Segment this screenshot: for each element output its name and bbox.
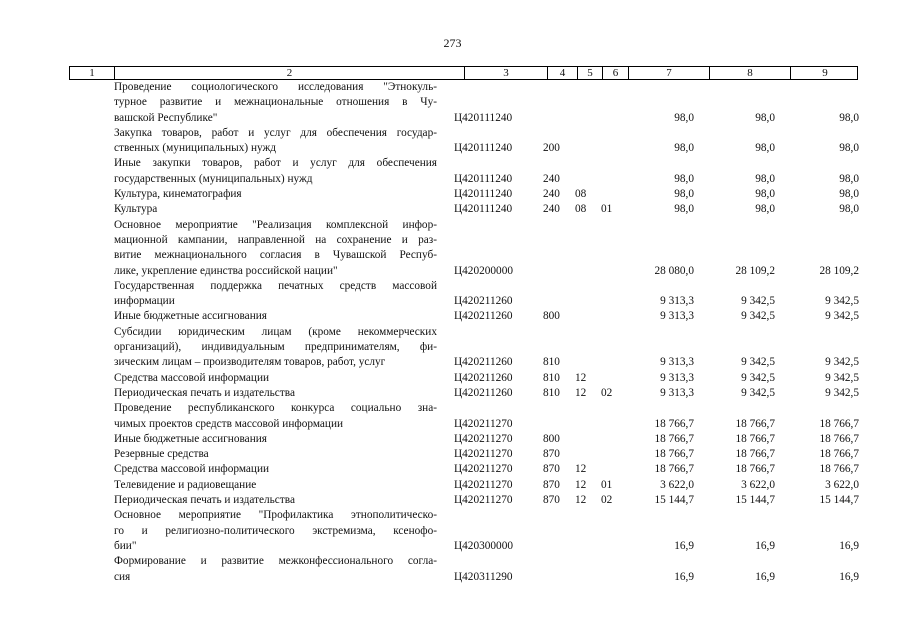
section: 08 [575, 203, 587, 216]
value-col-9: 98,0 [839, 203, 859, 216]
table-row [0, 279, 905, 310]
value-col-8: 18 766,7 [735, 432, 775, 445]
section: 12 [575, 463, 587, 476]
value-col-9: 18 766,7 [819, 432, 859, 445]
value-col-8: 18 766,7 [735, 463, 775, 476]
value-col-7: 15 144,7 [654, 494, 694, 507]
description-line: витие межнационального согласия в Чувашской Респуб- [114, 249, 437, 262]
value-col-9: 9 342,5 [825, 310, 859, 323]
description-line: Резервные средства [114, 448, 209, 461]
expense-type: 810 [543, 356, 560, 369]
table-row [0, 218, 905, 279]
description-line: ственных (муниципальных) нужд [114, 142, 277, 155]
header-col-1: 1 [89, 67, 95, 79]
value-col-8: 98,0 [755, 142, 775, 155]
table-row [0, 309, 905, 324]
value-col-7: 98,0 [674, 172, 694, 185]
value-col-9: 3 622,0 [825, 478, 859, 491]
value-col-9: 18 766,7 [819, 417, 859, 430]
target-code: Ц420211260 [454, 295, 513, 308]
target-code: Ц420211270 [454, 494, 513, 507]
description-line: Проведение социологического исследования "Этнокуль- [114, 81, 437, 93]
value-col-9: 18 766,7 [819, 463, 859, 476]
subsection: 01 [601, 478, 613, 491]
section: 12 [575, 478, 587, 491]
table-row [0, 187, 905, 202]
description-line: мационной кампании, направленной на сохранение и раз- [114, 233, 437, 246]
table-row [0, 554, 905, 585]
expense-type: 870 [543, 463, 560, 476]
description-line: Основное мероприятие "Профилактика этнополитическо- [114, 509, 437, 522]
value-col-7: 9 313,3 [660, 295, 694, 308]
table-row [0, 126, 905, 157]
value-col-8: 98,0 [755, 172, 775, 185]
target-code: Ц420211270 [454, 448, 513, 461]
value-col-9: 9 342,5 [825, 356, 859, 369]
description-line: го и религиозно-политического экстремизма, ксенофо- [114, 524, 437, 537]
header-col-2: 2 [114, 67, 464, 79]
subsection: 02 [601, 494, 613, 507]
description-line: Средства массовой информации [114, 371, 270, 384]
description-line: Телевидение и радиовещание [114, 478, 257, 491]
value-col-7: 18 766,7 [654, 417, 694, 430]
description-line: зическим лицам – производителям товаров, работ, услуг [114, 356, 386, 369]
value-col-9: 98,0 [839, 188, 859, 201]
description-line: турное развитие и межнациональные отношения в Чу- [114, 96, 437, 109]
target-code: Ц420211260 [454, 386, 513, 399]
value-col-9: 98,0 [839, 142, 859, 155]
target-code: Ц420300000 [454, 539, 513, 552]
target-code: Ц420311290 [454, 570, 513, 583]
value-col-7: 9 313,3 [660, 356, 694, 369]
value-col-8: 3 622,0 [741, 478, 775, 491]
value-col-8: 16,9 [755, 570, 775, 583]
value-col-9: 18 766,7 [819, 448, 859, 461]
value-col-7: 9 313,3 [660, 310, 694, 323]
target-code: Ц420211260 [454, 356, 513, 369]
description-line: Основное мероприятие "Реализация комплексной инфор- [114, 218, 437, 231]
target-code: Ц420111240 [454, 172, 513, 185]
description-line: Периодическая печать и издательства [114, 386, 295, 399]
value-col-9: 98,0 [839, 111, 859, 124]
description-line: Иные бюджетные ассигнования [114, 432, 267, 445]
table-row [0, 478, 905, 493]
value-col-7: 18 766,7 [654, 448, 694, 461]
expense-type: 870 [543, 448, 560, 461]
value-col-8: 9 342,5 [741, 356, 775, 369]
value-col-7: 18 766,7 [654, 432, 694, 445]
description-line: Культура [114, 203, 158, 216]
value-col-8: 15 144,7 [735, 494, 775, 507]
section: 12 [575, 386, 587, 399]
value-col-7: 98,0 [674, 111, 694, 124]
description-line: вашской Республике" [114, 111, 218, 124]
description-line: Закупка товаров, работ и услуг для обеспечения государ- [114, 126, 437, 139]
table-row [0, 202, 905, 217]
target-code: Ц420111240 [454, 111, 513, 124]
section: 12 [575, 371, 587, 384]
description-line: организаций), индивидуальным предпринимателям, фи- [114, 341, 437, 354]
target-code: Ц420211270 [454, 478, 513, 491]
target-code: Ц420111240 [454, 203, 513, 216]
description-line: сия [114, 570, 131, 583]
value-col-7: 16,9 [674, 570, 694, 583]
value-col-8: 18 766,7 [735, 448, 775, 461]
header-col-4: 4 [547, 67, 577, 79]
table-body [0, 80, 905, 585]
value-col-9: 15 144,7 [819, 494, 859, 507]
subsection: 01 [601, 203, 613, 216]
section: 08 [575, 188, 587, 201]
table-row [0, 508, 905, 554]
value-col-8: 9 342,5 [741, 295, 775, 308]
section: 12 [575, 494, 587, 507]
header-col-8: 8 [709, 67, 790, 79]
value-col-9: 16,9 [839, 539, 859, 552]
target-code: Ц420211260 [454, 371, 513, 384]
description-line: Государственная поддержка печатных средств массовой [114, 279, 437, 292]
value-col-8: 9 342,5 [741, 371, 775, 384]
value-col-8: 98,0 [755, 203, 775, 216]
table-header [69, 66, 858, 80]
value-col-8: 9 342,5 [741, 386, 775, 399]
target-code: Ц420211270 [454, 432, 513, 445]
value-col-8: 18 766,7 [735, 417, 775, 430]
expense-type: 800 [543, 310, 560, 323]
value-col-8: 16,9 [755, 539, 775, 552]
expense-type: 200 [543, 142, 560, 155]
value-col-8: 9 342,5 [741, 310, 775, 323]
table-row [0, 432, 905, 447]
value-col-9: 9 342,5 [825, 295, 859, 308]
value-col-7: 16,9 [674, 539, 694, 552]
description-line: лике, укрепление единства российской нации" [114, 264, 338, 277]
target-code: Ц420111240 [454, 188, 513, 201]
value-col-8: 98,0 [755, 111, 775, 124]
value-col-7: 28 080,0 [654, 264, 694, 277]
description-line: Культура, кинематография [114, 188, 242, 201]
value-col-7: 18 766,7 [654, 463, 694, 476]
value-col-8: 98,0 [755, 188, 775, 201]
expense-type: 240 [543, 172, 560, 185]
expense-type: 810 [543, 371, 560, 384]
page-number: 273 [443, 36, 462, 50]
table-row [0, 80, 905, 126]
expense-type: 240 [543, 203, 560, 216]
expense-type: 870 [543, 478, 560, 491]
target-code: Ц420111240 [454, 142, 513, 155]
description-line: Периодическая печать и издательства [114, 494, 295, 507]
table-row [0, 401, 905, 432]
description-line: государственных (муниципальных) нужд [114, 172, 313, 185]
subsection: 02 [601, 386, 613, 399]
value-col-7: 98,0 [674, 142, 694, 155]
table-row [0, 371, 905, 386]
target-code: Ц420200000 [454, 264, 513, 277]
header-col-9: 9 [790, 67, 859, 79]
value-col-7: 9 313,3 [660, 371, 694, 384]
description-line: Иные бюджетные ассигнования [114, 310, 267, 323]
description-line: информации [114, 295, 175, 308]
expense-type: 800 [543, 432, 560, 445]
value-col-9: 28 109,2 [819, 264, 859, 277]
value-col-7: 98,0 [674, 203, 694, 216]
description-line: Формирование и развитие межконфессионального согла- [114, 555, 437, 568]
value-col-8: 28 109,2 [735, 264, 775, 277]
table-row [0, 447, 905, 462]
value-col-7: 98,0 [674, 188, 694, 201]
description-line: Средства массовой информации [114, 463, 270, 476]
target-code: Ц420211260 [454, 310, 513, 323]
header-col-3: 3 [464, 67, 547, 79]
description-line: Иные закупки товаров, работ и услуг для обеспечения [114, 157, 437, 170]
table-row [0, 156, 905, 187]
description-line: чимых проектов средств массовой информации [114, 417, 344, 430]
header-col-7: 7 [628, 67, 709, 79]
table-row [0, 493, 905, 508]
value-col-7: 9 313,3 [660, 386, 694, 399]
header-col-6: 6 [602, 67, 628, 79]
expense-type: 870 [543, 494, 560, 507]
description-line: Проведение республиканского конкурса социально зна- [114, 402, 437, 415]
expense-type: 240 [543, 188, 560, 201]
target-code: Ц420211270 [454, 417, 513, 430]
description-line: бии" [114, 539, 137, 552]
table-row [0, 325, 905, 371]
value-col-9: 9 342,5 [825, 386, 859, 399]
expense-type: 810 [543, 386, 560, 399]
table-row [0, 386, 905, 401]
target-code: Ц420211270 [454, 463, 513, 476]
description-line: Субсидии юридическим лицам (кроме некоммерческих [114, 325, 437, 338]
value-col-7: 3 622,0 [660, 478, 694, 491]
table-row [0, 462, 905, 477]
value-col-9: 98,0 [839, 172, 859, 185]
value-col-9: 9 342,5 [825, 371, 859, 384]
value-col-9: 16,9 [839, 570, 859, 583]
header-col-5: 5 [577, 67, 602, 79]
